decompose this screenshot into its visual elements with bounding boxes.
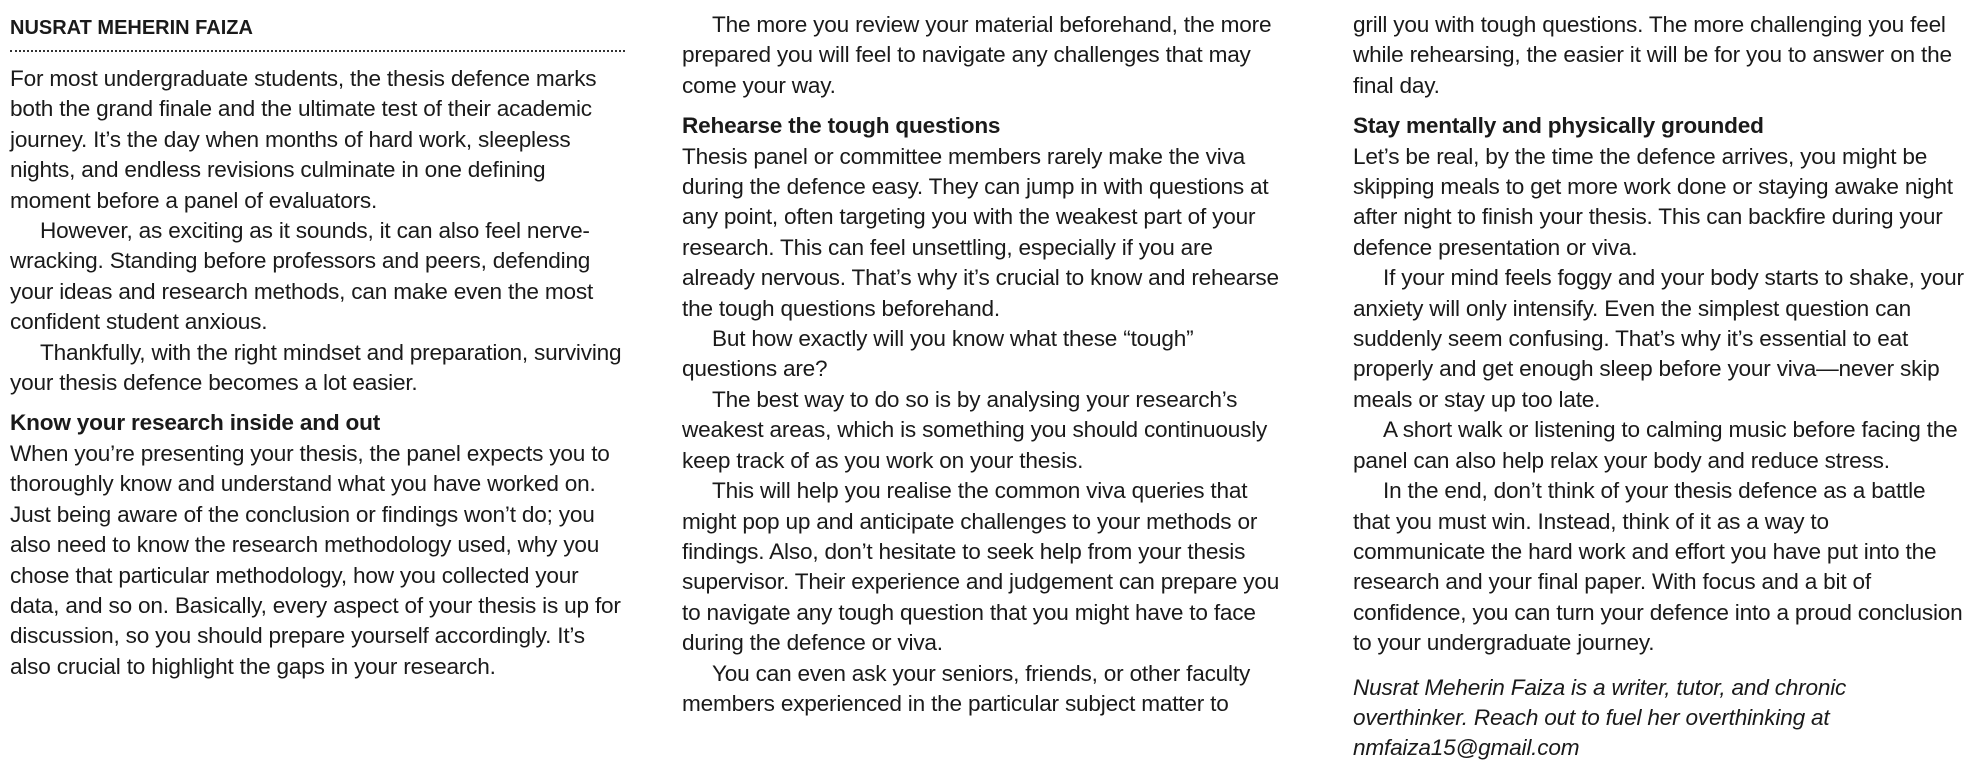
article-column-1 — [10, 10, 625, 682]
body-paragraph: The more you review your material beforehand, the more prepared you will feel to navigate any challenges that may come your way. — [682, 12, 1272, 98]
body-paragraph: Thesis panel or committee members rarely make the viva during the defence easy. They can jump in with questions at any point, often targeting you with the weakest part of your research. This can feel unsettling, especially if you are already nervous. That’s why it’s crucial to know and rehearse the tough questions beforehand. — [682, 143, 1279, 321]
body-paragraph: You can even ask your seniors, friends, or other faculty members experienced in the particular subject matter to — [682, 660, 1251, 716]
body-paragraph: The best way to do so is by analysing your research’s weakest areas, which is something you should continuously keep track of as you work on your thesis. — [682, 386, 1268, 473]
article-column-3 — [1353, 10, 1965, 764]
body-paragraph: Let’s be real, by the time the defence arrives, you might be skipping meals to get more work done or staying awake night after night to finish your thesis. This can backfire during your defence presentation or viva. — [1353, 143, 1953, 260]
article-column-2 — [682, 10, 1282, 719]
section-heading-know-research: Know your research inside and out — [10, 410, 381, 436]
body-paragraph: When you’re presenting your thesis, the panel expects you to thoroughly know and understand what you have worked on. Just being aware of the conclusion or findings won’t do; you also need to know the research methodology used, why you chose that particular methodology, how you collected your data, and so on. Basically, every aspect of your thesis is up for discussion, so you should prepare yourself accordingly. It’s also crucial to highlight the gaps in your research. — [10, 440, 621, 679]
section-heading-stay-grounded: Stay mentally and physically grounded — [1353, 113, 1764, 139]
section-heading-rehearse-questions: Rehearse the tough questions — [682, 113, 1001, 139]
intro-paragraph: Thankfully, with the right mindset and preparation, surviving your thesis defence becomes a lot easier. — [10, 339, 622, 396]
author-byline: NUSRAT MEHERIN FAIZA — [10, 14, 625, 52]
body-paragraph: But how exactly will you know what these “tough” questions are? — [682, 326, 1194, 382]
body-paragraph: In the end, don’t think of your thesis defence as a battle that you must win. Instead, think of it as a way to communicate the hard work and effort you have put into the research and your final paper. With focus and a bit of confidence, you can turn your defence into a proud conclusion to your undergraduate journey. — [1353, 478, 1963, 656]
body-paragraph: If your mind feels foggy and your body starts to shake, your anxiety will only intensify. Even the simplest question can suddenly seem confusing. That’s why it’s essential to eat properly and get enough sleep before your viva—never skip meals or stay up too late. — [1353, 265, 1964, 412]
author-bio: Nusrat Meherin Faiza is a writer, tutor, and chronic overthinker. Reach out to fuel her overthinking at nmfaiza15@gmail.com — [1353, 674, 1847, 761]
body-paragraph: A short walk or listening to calming music before facing the panel can also help relax your body and reduce stress. — [1353, 417, 1958, 473]
body-paragraph: grill you with tough questions. The more challenging you feel while rehearsing, the easier it will be for you to answer on the final day. — [1353, 12, 1952, 98]
intro-paragraph: For most undergraduate students, the thesis defence marks both the grand finale and the ultimate test of their academic journey. It’s the day when months of hard work, sleepless nights, and endless revisions culminate in one defining moment before a panel of evaluators. — [10, 66, 597, 213]
intro-paragraph: However, as exciting as it sounds, it can also feel nerve-wracking. Standing before professors and peers, defending your ideas and research methods, can make even the most confident student anxious. — [10, 218, 594, 335]
body-paragraph: This will help you realise the common viva queries that might pop up and anticipate challenges to your methods or findings. Also, don’t hesitate to seek help from your thesis supervisor. Their experience and judgement can prepare you to navigate any tough question that you might have to face during the defence or viva. — [682, 478, 1280, 656]
byline-spacer — [10, 52, 625, 64]
